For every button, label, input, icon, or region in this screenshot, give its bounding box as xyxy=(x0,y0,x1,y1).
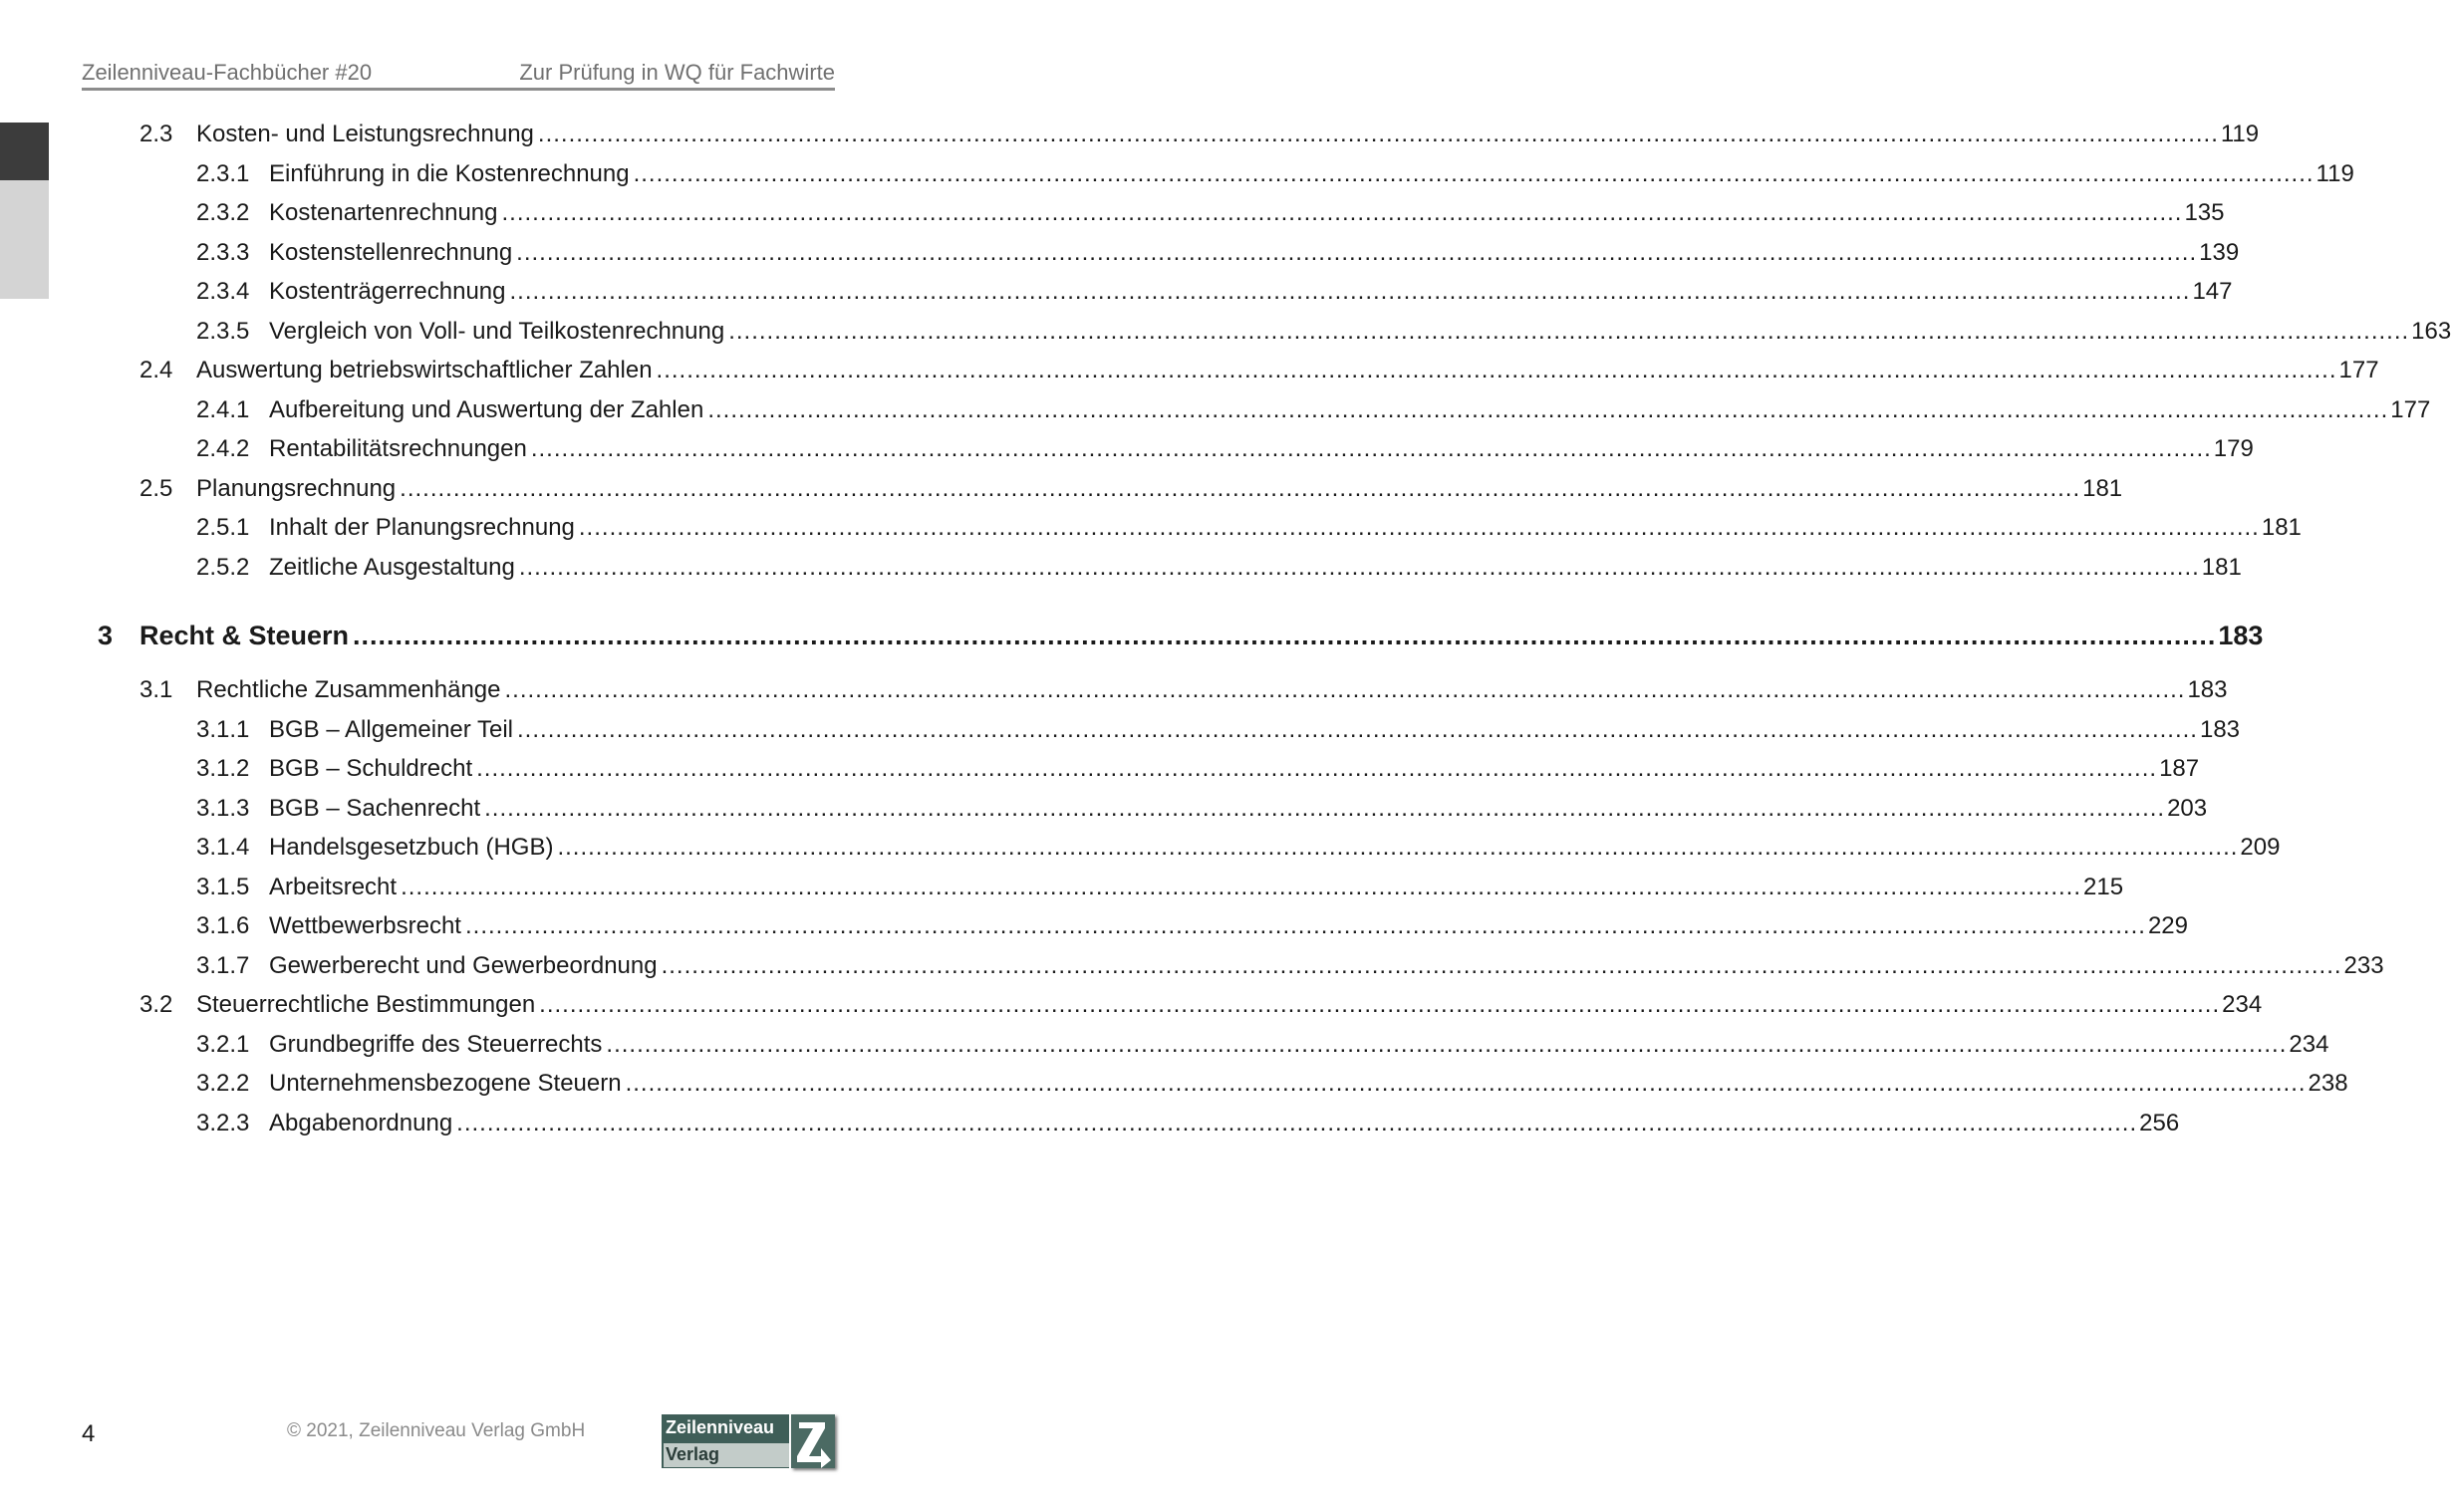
toc-entry-page: 209 xyxy=(2240,834,2281,861)
toc-entry-page: 135 xyxy=(2184,199,2225,226)
toc-entry-number: 3.1.1 xyxy=(196,716,250,743)
toc-dot-leader: ............................................................................................................................................................................................................................ xyxy=(509,278,2191,305)
toc-entry-title: Steuerrechtliche Bestimmungen xyxy=(196,990,539,1020)
toc-entry-body xyxy=(269,794,2208,824)
toc-dot-leader: ............................................................................................................................................................................................................................ xyxy=(633,160,2315,187)
toc-entry-page: 183 xyxy=(2187,676,2228,703)
toc-dot-leader: ............................................................................................................................................................................................................................ xyxy=(504,676,2186,703)
toc-entry-title: Grundbegriffe des Steuerrechts xyxy=(269,1030,606,1060)
toc-entry-number: 3.1.7 xyxy=(196,952,250,979)
toc-entry-title: Inhalt der Planungsrechnung xyxy=(269,513,579,543)
toc-entry-number: 3.2 xyxy=(139,991,173,1018)
toc-entry-title: Gewerberecht und Gewerbeordnung xyxy=(269,951,662,981)
toc-dot-leader: ............................................................................................................................................................................................................................ xyxy=(518,554,2200,581)
toc-entry-number: 2.3.1 xyxy=(196,160,250,187)
toc-entry-number: 3.1 xyxy=(139,676,173,703)
chapter-tab-marker xyxy=(0,123,49,180)
toc-entry-body xyxy=(269,159,2354,189)
toc-entry-page: 256 xyxy=(2139,1110,2180,1136)
toc-entry-title: Abgabenordnung xyxy=(269,1109,456,1138)
toc-entry xyxy=(139,673,2228,705)
toc-entry xyxy=(196,792,2208,824)
toc-entry-title: Arbeitsrecht xyxy=(269,873,401,902)
toc-entry-title: BGB – Schuldrecht xyxy=(269,754,476,784)
toc-entry-page: 234 xyxy=(2222,991,2263,1018)
toc-entry-title: Auswertung betriebswirtschaftlicher Zahlen xyxy=(196,356,657,385)
toc-entry xyxy=(196,752,2200,784)
toc-entry xyxy=(196,236,2240,268)
toc-entry-title: Kostenträgerrechnung xyxy=(269,277,510,307)
toc-entry-number: 2.3.3 xyxy=(196,239,250,266)
logo-line1: Zeilenniveau xyxy=(666,1417,775,1437)
toc-dot-leader: ............................................................................................................................................................................................................................ xyxy=(537,121,2219,147)
toc-entry-title: Handelsgesetzbuch (HGB) xyxy=(269,833,557,863)
toc-dot-leader: ............................................................................................................................................................................................................................ xyxy=(517,716,2198,743)
toc-entry-page: 139 xyxy=(2199,239,2240,266)
running-header xyxy=(82,56,835,91)
toc-entry-body xyxy=(269,873,2124,902)
toc-entry xyxy=(196,831,2281,863)
toc-entry-number: 3.1.4 xyxy=(196,834,250,861)
toc-entry xyxy=(196,713,2241,745)
toc-entry-body xyxy=(196,120,2260,149)
toc-entry-body xyxy=(269,1109,2180,1138)
toc-entry-title: Kostenartenrechnung xyxy=(269,198,502,228)
toc-dot-leader: ............................................................................................................................................................................................................................ xyxy=(557,834,2239,861)
toc-entry-page: 187 xyxy=(2159,755,2200,782)
toc-entry-page: 238 xyxy=(2308,1070,2348,1097)
toc-dot-leader: ............................................................................................................................................................................................................................ xyxy=(707,396,2389,423)
toc-entry-number: 2.4.1 xyxy=(196,396,250,423)
page-number: 4 xyxy=(82,1420,96,1447)
toc-dot-leader: ............................................................................................................................................................................................................................ xyxy=(606,1031,2288,1058)
toc-entry-page: 234 xyxy=(2289,1031,2329,1058)
toc-entry-title: Wettbewerbsrecht xyxy=(269,911,465,941)
logo-z-icon xyxy=(791,1414,835,1470)
toc-entry-title: Kosten- und Leistungsrechnung xyxy=(196,120,538,149)
toc-dot-leader: ............................................................................................................................................................................................................................ xyxy=(484,795,2166,822)
toc-entry-page: 181 xyxy=(2082,475,2123,502)
toc-entry-number: 3.2.1 xyxy=(196,1031,250,1058)
toc-entry-number: 2.5.1 xyxy=(196,514,250,541)
publisher-logo xyxy=(662,1414,837,1472)
toc-entry-page: 183 xyxy=(2199,716,2241,743)
toc-entry-title: Rechtliche Zusammenhänge xyxy=(196,675,505,705)
toc-entry xyxy=(196,1107,2180,1138)
toc-dot-leader: ............................................................................................................................................................................................................................ xyxy=(400,475,2081,502)
toc-dot-leader: ............................................................................................................................................................................................................................ xyxy=(539,991,2221,1018)
toc-dot-leader: ............................................................................................................................................................................................................................ xyxy=(401,874,2082,900)
toc-dot-leader: ............................................................................................................................................................................................................................ xyxy=(625,1070,2307,1097)
toc-dot-leader: ............................................................................................................................................................................................................................ xyxy=(501,199,2183,226)
toc-entry-title: BGB – Sachenrecht xyxy=(269,794,484,824)
toc-entry-page: 177 xyxy=(2338,357,2379,383)
toc-entry-body xyxy=(196,990,2263,1020)
toc-entry-number: 3.1.3 xyxy=(196,795,250,822)
toc-entry xyxy=(196,315,2451,347)
chapter-tab-marker-light xyxy=(0,180,49,299)
toc-entry xyxy=(196,1028,2329,1060)
toc-entry-page: 203 xyxy=(2167,795,2208,822)
toc-entry-page: 215 xyxy=(2083,874,2124,900)
toc-dot-leader: ............................................................................................................................................................................................................................ xyxy=(728,318,2410,345)
toc-entry-body xyxy=(269,553,2242,583)
toc-entry-body xyxy=(269,277,2233,307)
toc-entry-body xyxy=(139,621,2264,650)
toc-entry-body xyxy=(269,715,2241,745)
toc-entry-page: 163 xyxy=(2411,318,2451,345)
toc-entry-page: 119 xyxy=(2220,121,2260,147)
toc-entry xyxy=(139,354,2379,385)
toc-entry-number: 3 xyxy=(98,621,114,650)
toc-entry-body xyxy=(196,356,2379,385)
toc-entry-body xyxy=(269,434,2254,464)
toc-entry-page: 181 xyxy=(2261,514,2302,541)
toc-entry xyxy=(196,157,2354,189)
toc-entry xyxy=(196,511,2302,543)
toc-entry-page: 183 xyxy=(2218,621,2264,650)
toc-entry-page: 177 xyxy=(2390,396,2431,423)
toc-entry-number: 2.3.5 xyxy=(196,318,250,345)
logo-line2: Verlag xyxy=(666,1444,720,1464)
toc-entry-body xyxy=(269,238,2240,268)
toc-dot-leader: ............................................................................................................................................................................................................................ xyxy=(516,239,2198,266)
toc-dot-leader: ............................................................................................................................................................................................................................ xyxy=(456,1110,2138,1136)
toc-entry-body xyxy=(196,474,2123,504)
toc-dot-leader: ............................................................................................................................................................................................................................ xyxy=(656,357,2337,383)
toc-entry-body xyxy=(269,395,2431,425)
toc-entry xyxy=(196,871,2124,902)
toc-dot-leader: ............................................................................................................................................................................................................................ xyxy=(464,912,2146,939)
toc-entry-page: 181 xyxy=(2201,554,2242,581)
toc-entry-number: 2.5 xyxy=(139,475,173,502)
toc-entry-number: 2.4 xyxy=(139,357,173,383)
toc-dot-leader: ............................................................................................................................................................................................................................ xyxy=(476,755,2158,782)
toc-entry-body xyxy=(269,317,2451,347)
toc-entry-page: 119 xyxy=(2315,160,2354,187)
toc-entry-number: 2.5.2 xyxy=(196,554,250,581)
toc-entry-page: 147 xyxy=(2192,278,2233,305)
toc-entry-title: Kostenstellenrechnung xyxy=(269,238,516,268)
toc-dot-leader: ............................................................................................................................................................................................................................ xyxy=(578,514,2260,541)
toc-entry xyxy=(196,432,2254,464)
toc-entry-number: 3.2.3 xyxy=(196,1110,250,1136)
toc-entry xyxy=(139,988,2263,1020)
toc-entry-body xyxy=(269,198,2225,228)
toc-entry-number: 2.3 xyxy=(139,121,173,147)
toc-entry-number: 2.3.4 xyxy=(196,278,250,305)
toc-entry-title: Aufbereitung und Auswertung der Zahlen xyxy=(269,395,707,425)
toc-entry-title: Rentabilitätsrechnungen xyxy=(269,434,531,464)
toc-entry xyxy=(196,393,2431,425)
toc-entry-body xyxy=(269,911,2188,941)
toc-entry-body xyxy=(269,833,2281,863)
toc-entry-number: 3.1.5 xyxy=(196,874,250,900)
toc-entry-page: 229 xyxy=(2147,912,2188,939)
toc-dot-leader: ............................................................................................................................................................................................................................ xyxy=(530,435,2212,462)
header-series-title: Zeilenniveau-Fachbücher #20 xyxy=(82,60,373,85)
toc-entry xyxy=(196,196,2225,228)
toc-entry xyxy=(196,551,2242,583)
toc-entry-number: 2.4.2 xyxy=(196,435,250,462)
toc-entry xyxy=(139,118,2260,149)
toc-entry xyxy=(196,275,2233,307)
toc-entry-title: Vergleich von Voll- und Teilkostenrechnung xyxy=(269,317,728,347)
toc-entry-body xyxy=(269,951,2384,981)
toc-entry-body xyxy=(269,1069,2348,1099)
toc-chapter-entry xyxy=(98,615,2264,650)
toc-entry-title: Planungsrechnung xyxy=(196,474,400,504)
toc-entry-number: 3.2.2 xyxy=(196,1070,250,1097)
toc-entry-number: 3.1.2 xyxy=(196,755,250,782)
toc-entry-title: Einführung in die Kostenrechnung xyxy=(269,159,634,189)
toc-dot-leader: ............................................................................................................................................................................................................................ xyxy=(353,621,2217,650)
toc-entry-number: 2.3.2 xyxy=(196,199,250,226)
toc-entry-page: 179 xyxy=(2213,435,2254,462)
toc-entry-title: Recht & Steuern xyxy=(139,621,353,650)
toc-entry-body xyxy=(269,754,2200,784)
toc-entry xyxy=(139,472,2123,504)
toc-entry-body xyxy=(196,675,2228,705)
toc-dot-leader: ............................................................................................................................................................................................................................ xyxy=(661,952,2342,979)
toc-entry-number: 3.1.6 xyxy=(196,912,250,939)
toc-entry xyxy=(196,1067,2348,1099)
toc-entry-body xyxy=(269,513,2302,543)
toc-entry-title: Zeitliche Ausgestaltung xyxy=(269,553,519,583)
toc-entry-page: 233 xyxy=(2343,952,2384,979)
toc-entry xyxy=(196,909,2188,941)
copyright-notice: © 2021, Zeilenniveau Verlag GmbH xyxy=(287,1420,586,1441)
header-book-subtitle: Zur Prüfung in WQ für Fachwirte xyxy=(519,60,835,85)
toc-entry xyxy=(196,949,2384,981)
toc-entry-title: BGB – Allgemeiner Teil xyxy=(269,715,517,745)
toc-entry-title: Unternehmensbezogene Steuern xyxy=(269,1069,626,1099)
toc-entry-body xyxy=(269,1030,2329,1060)
